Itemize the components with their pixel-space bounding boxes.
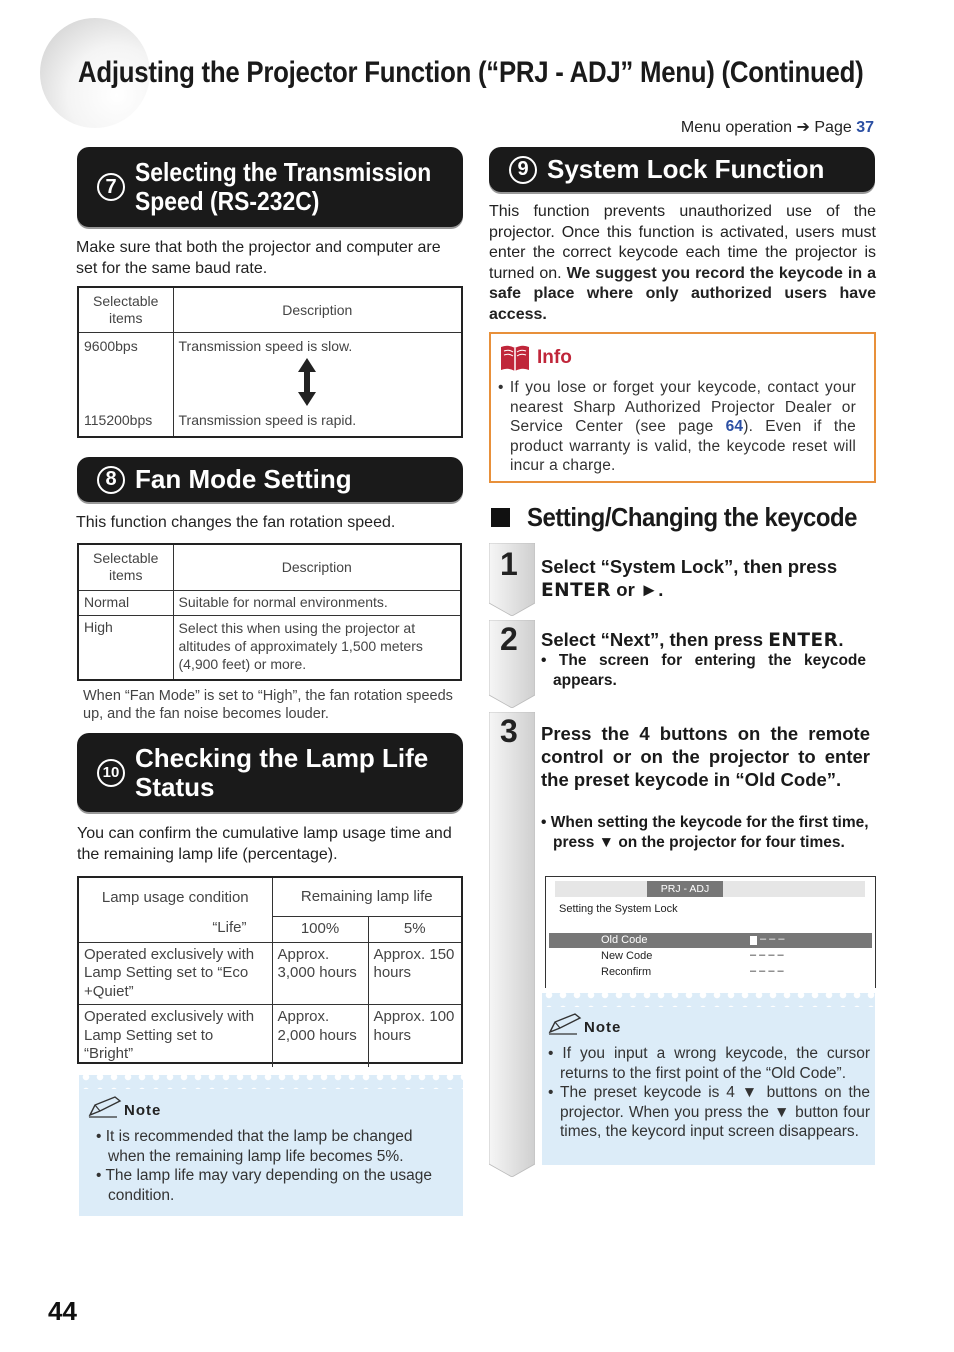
section-number-8: 8 [97,466,125,494]
keycode-note-item: • If you input a wrong keycode, the cursor returns to the first point of the “Old Code”. [548,1045,870,1082]
section-7-title-line1: Selecting the Transmission [135,157,432,187]
section-number-10: 10 [97,759,125,787]
section-10-header [77,733,463,812]
baud-rate-table [77,286,463,438]
life-label: “Life” [79,916,272,942]
section-9-title: System Lock Function [547,154,825,184]
lamp-eco-100: Approx. 3,000 hours [272,942,368,1005]
page-title: Adjusting the Projector Function (“PRJ - ADJ” Menu) (Continued) [78,56,864,89]
info-box [489,332,876,483]
note-heading: Note [547,1012,875,1036]
section-number-9: 9 [509,156,537,184]
section-7-title [135,158,472,216]
lamp-note-list [96,1127,449,1205]
lamp-condition-eco: Operated exclusively with Lamp Setting set to “Eco +Quiet” [79,942,272,1005]
col-100-percent: 100% [272,916,368,942]
lamp-bright-5: Approx. 100 hours [368,1005,461,1067]
items-cell [79,332,173,436]
menu-operation-label: Menu operation ➔ Page [680,119,852,136]
section-number-7: 7 [97,173,125,201]
screen-row-old-code: Old Code – – – [549,933,872,948]
page-number: 44 [48,1296,77,1326]
step-2-text: Select “Next”, then press ENTER. [541,629,844,651]
speed-slow-text: Transmission speed is slow. [178,337,353,354]
section-8-header [77,457,463,502]
col-header-items: Selectable items [79,288,173,332]
heading-square-icon [491,508,510,527]
section-10-title-line1: Checking the Lamp Life [135,742,429,773]
keycode-note-box [542,993,875,1165]
lamp-bright-100: Approx. 2,000 hours [272,1005,368,1067]
description-cell [173,332,461,436]
col-header-description: Description [173,545,460,590]
step-3-text: Press the 4 buttons on the remote control or on the projector to enter the preset keycode in “Old Code”. [541,723,870,790]
lamp-life-table [77,876,463,1064]
lamp-eco-5: Approx. 150 hours [368,942,461,1005]
lamp-note-box [79,1075,463,1216]
info-text: • If you lose or forget your keycode, contact your nearest Sharp Authorized Projector Dealer or Service Center (see page 64). Even if the product warranty is valid, the keycode reset will incur a charge. [498,379,856,474]
fan-mode-high: High [79,615,173,679]
enter-key-label: ENTER [768,630,839,651]
speed-rapid-text: Transmission speed is rapid. [178,412,357,428]
section-7-intro: Make sure that both the projector and computer are set for the same baud rate. [76,239,441,277]
lamp-note-item: • The lamp life may vary depending on the usage condition. [96,1167,433,1204]
step-number-2: 2 [500,621,518,657]
step-number-1: 1 [500,546,518,582]
section-7-title-line2: Speed (RS-232C) [135,186,320,216]
section-9-header [489,147,875,192]
note-heading: Note [87,1095,463,1119]
fan-mode-normal: Normal [79,590,173,615]
col-header-description: Description [173,288,461,332]
keycode-cursor [750,936,757,945]
double-arrow-icon [297,358,317,406]
info-heading: Info [500,344,874,372]
fan-mode-table [77,543,462,681]
pencil-note-icon [87,1095,123,1119]
info-page-link[interactable]: 64 [725,418,744,435]
menu-operation-ref [681,117,874,137]
lamp-note-item: • It is recommended that the lamp be changed when the remaining lamp life becomes 5%. [96,1128,413,1165]
fan-mode-footnote: When “Fan Mode” is set to “High”, the fan rotation speeds up, and the fan noise becomes louder. [83,688,453,722]
fan-mode-high-desc: Select this when using the projector at altitudes of approximately 1,500 meters (4,900 feet) or more. [173,615,460,679]
step-3-sub: • When setting the keycode for the first time, press ▼ on the projector for four times. [541,814,869,851]
step-number-3: 3 [500,713,518,749]
menu-operation-page-link[interactable]: 37 [856,119,874,136]
screen-row-new-code: New Code – – – – [601,949,784,962]
section-10-title [135,744,428,802]
enter-key-label: ENTER [541,580,612,601]
system-lock-screen [545,876,876,988]
keycode-heading: Setting/Changing the keycode [491,502,886,533]
screen-tab-prj-adj: PRJ - ADJ [647,881,723,897]
keycode-note-item: • The preset keycode is 4 ▼ buttons on the projector. When you press the ▼ button four times, the keycord input screen disappears. [548,1084,870,1140]
col-header-condition: Lamp usage condition [79,878,272,916]
section-10-title-line2: Status [135,771,215,802]
book-icon [500,344,530,372]
baud-9600: 9600bps [84,337,138,354]
section-9-intro: This function prevents unauthorized use of the projector. Once this function is activated, users must enter the correct keycode each time the projector is turned on. We suggest you record the keycode in a safe place where only authorized users have access. [489,203,876,323]
baud-115200: 115200bps [84,412,153,428]
col-5-percent: 5% [368,916,461,942]
pencil-note-icon [547,1012,583,1036]
col-header-items: Selectable items [79,545,173,590]
keycode-note-list [548,1044,870,1142]
lamp-condition-bright: Operated exclusively with Lamp Setting set to “Bright” [79,1005,272,1067]
step-2-sub: • The screen for entering the keycode appears. [541,652,866,689]
section-8-title: Fan Mode Setting [135,464,352,494]
screen-heading: Setting the System Lock [559,903,678,915]
section-10-intro: You can confirm the cumulative lamp usage time and the remaining lamp life (percentage). [77,825,452,863]
fan-mode-normal-desc: Suitable for normal environments. [173,590,460,615]
screen-row-reconfirm: Reconfirm – – – – [601,965,784,978]
step-bar-3 [489,712,535,1177]
step-1-text: Select “System Lock”, then press ENTER or ►. [541,556,838,601]
section-8-intro: This function changes the fan rotation speed. [76,514,396,531]
section-7-header [77,147,463,227]
col-header-remaining: Remaining lamp life [272,878,461,916]
